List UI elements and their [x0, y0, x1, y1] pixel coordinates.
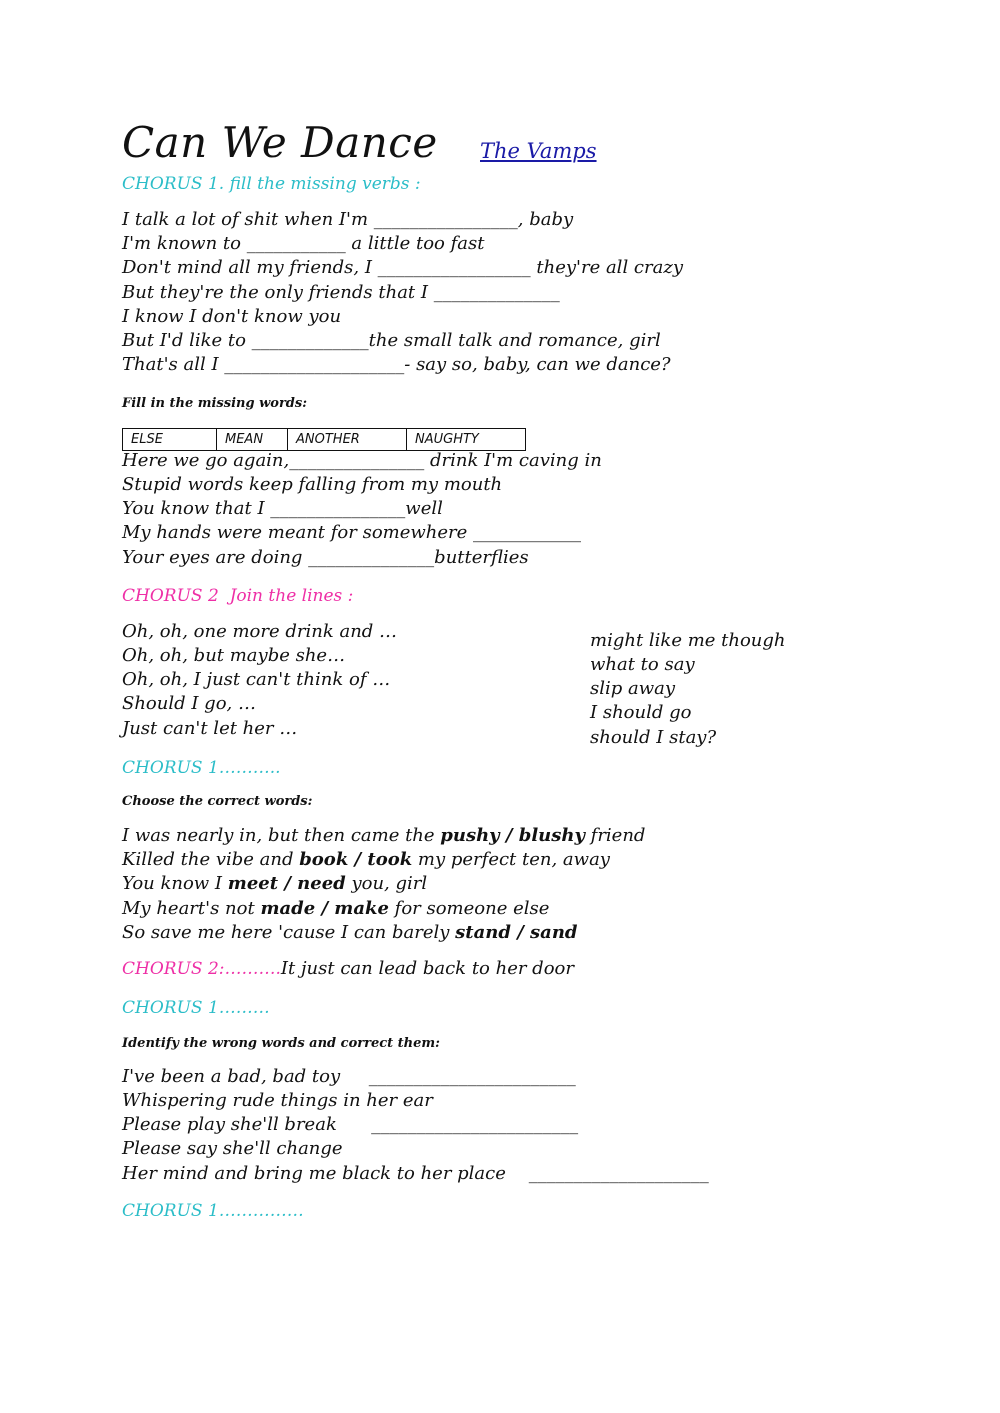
chorus2-repeat — [122, 958, 574, 979]
identify-line: I've been a bad, bad toy _______________________ — [122, 1066, 576, 1087]
verse1-line: You know that I _______________well — [122, 498, 443, 519]
chorus1-line: But I'd like to _____________the small talk and romance, girl — [122, 330, 661, 351]
word-box-cell: MEAN — [217, 429, 288, 451]
identify-line: Please say she'll change — [122, 1138, 343, 1159]
chorus1-repeat: CHORUS 1……….. — [122, 758, 281, 778]
word-box-cell: ELSE — [123, 429, 217, 451]
verse1-line: Here we go again,_______________ drink I'm caving in — [122, 450, 602, 471]
chorus1-line: Don't mind all my friends, I _________________ they're all crazy — [122, 257, 683, 278]
chorus2-left-line: Just can't let her … — [122, 718, 298, 739]
chorus1-repeat: CHORUS 1…………… — [122, 1201, 304, 1221]
identify-instruction: Identify the wrong words and correct them: — [122, 1036, 440, 1051]
choose-line: So save me here 'cause I can barely stand / sand — [122, 922, 578, 943]
identify-line: Whispering rude things in her ear — [122, 1090, 433, 1111]
chorus2-left-line: Oh, oh, but maybe she… — [122, 645, 346, 666]
word-choice[interactable]: book / took — [299, 849, 413, 870]
word-choice[interactable]: stand / sand — [455, 922, 578, 943]
chorus2-right-line: what to say — [590, 654, 695, 675]
chorus2-right-line: I should go — [590, 702, 692, 723]
chorus1-line: That's all I ____________________- say so, baby, can we dance? — [122, 354, 671, 375]
page-title: Can We Dance — [122, 118, 438, 167]
band-link[interactable]: The Vamps — [480, 139, 597, 163]
chorus2-left-line: Oh, oh, one more drink and … — [122, 621, 398, 642]
chorus2-left-line: Oh, oh, I just can't think of … — [122, 669, 391, 690]
word-choice[interactable]: made / make — [260, 898, 389, 919]
chorus2-right-line: might like me though — [590, 630, 786, 651]
word-box-cell: ANOTHER — [288, 429, 407, 451]
verse1-line: My hands were meant for somewhere ____________ — [122, 522, 582, 543]
chorus2-left-line: Should I go, … — [122, 693, 256, 714]
choose-line: I was nearly in, but then came the pushy / blushy friend — [122, 825, 646, 846]
chorus2-heading: CHORUS 2 Join the lines : — [122, 586, 354, 606]
chorus2-repeat-label: CHORUS 2:………. — [122, 959, 281, 979]
chorus2-repeat-text: It just can lead back to her door — [280, 958, 574, 979]
chorus1-line: I talk a lot of shit when I'm ________________, baby — [122, 209, 574, 230]
identify-line: Please play she'll break _______________________ — [122, 1114, 579, 1135]
verse1-line: Your eyes are doing ______________butterflies — [122, 547, 529, 568]
chorus2-right-line: should I stay? — [590, 727, 717, 748]
chorus2-right-line: slip away — [590, 678, 676, 699]
verse1-line: Stupid words keep falling from my mouth — [122, 474, 503, 495]
chorus1-heading: CHORUS 1. fill the missing verbs : — [122, 174, 421, 194]
word-box — [122, 428, 526, 451]
choose-line: Killed the vibe and book / took my perfect ten, away — [122, 849, 610, 870]
choose-line: My heart's not made / make for someone else — [122, 898, 550, 919]
identify-line: Her mind and bring me black to her place ____________________ — [122, 1163, 709, 1184]
word-box-cell: NAUGHTY — [407, 429, 526, 451]
fill-words-instruction: Fill in the missing words: — [122, 396, 307, 411]
choose-line: You know I meet / need you, girl — [122, 873, 428, 894]
chorus1-line: I'm known to ___________ a little too fast — [122, 233, 485, 254]
chorus1-line: But they're the only friends that I ______________ — [122, 282, 560, 303]
word-choice[interactable]: meet / need — [227, 873, 346, 894]
choose-instruction: Choose the correct words: — [122, 794, 313, 809]
chorus1-repeat: CHORUS 1……… — [122, 998, 270, 1018]
chorus1-line: I know I don't know you — [122, 306, 342, 327]
word-choice[interactable]: pushy / blushy — [440, 825, 585, 846]
